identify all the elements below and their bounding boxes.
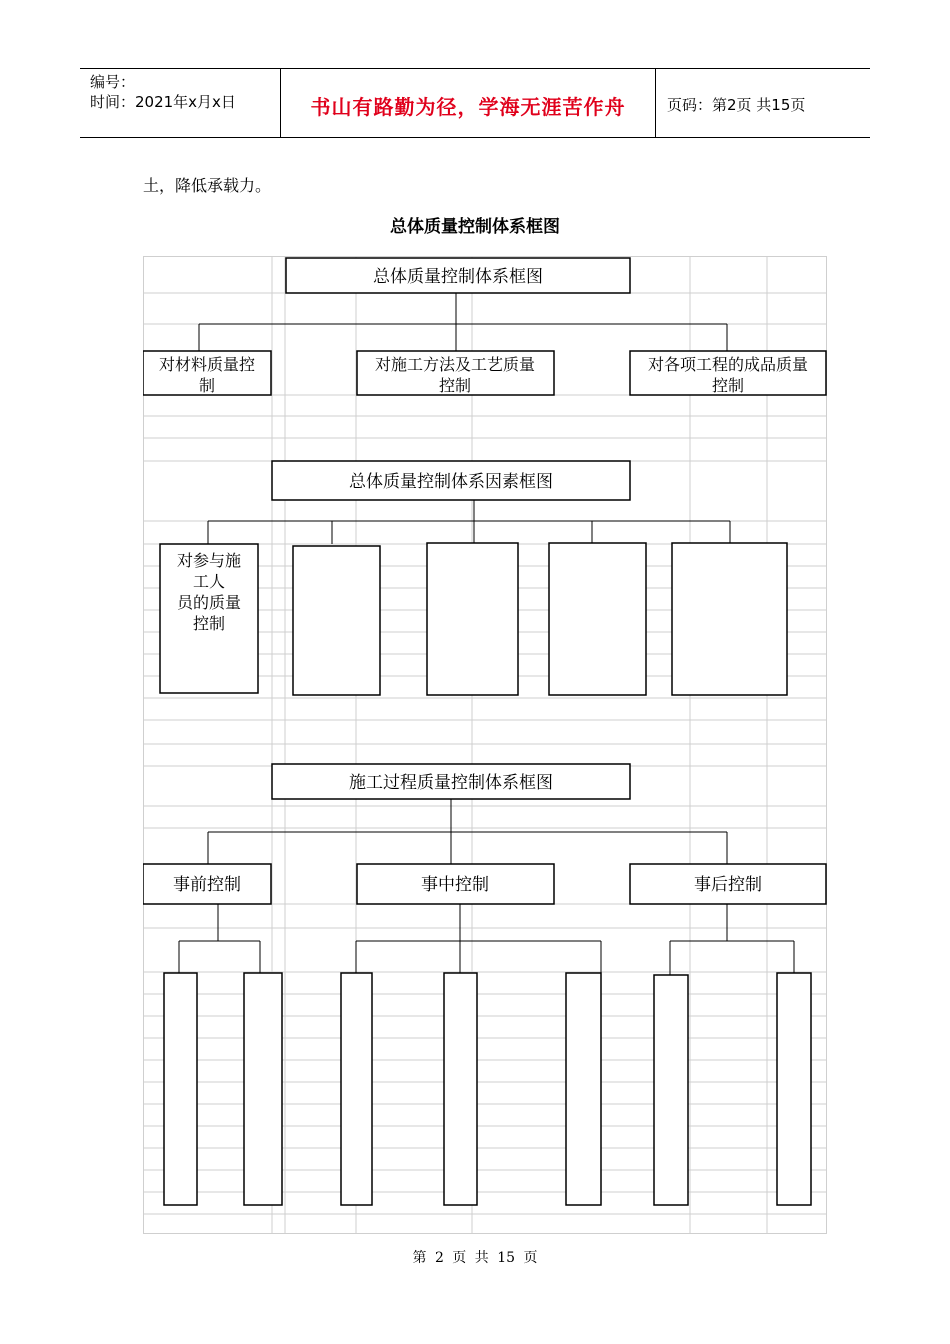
process-child-box (357, 864, 554, 904)
material-control-label: 对材料质量控制 (158, 355, 256, 395)
leaf-box (654, 975, 688, 1205)
leaf-box (341, 973, 372, 1205)
leaf-box (566, 973, 601, 1205)
top-child-box (630, 351, 826, 395)
header-motto-cell (280, 69, 656, 137)
post-control-label: 事后控制 (694, 875, 762, 895)
page-footer: 第 2 页 共 15 页 (412, 1250, 538, 1266)
top-child-box (143, 351, 271, 395)
personnel-control-label: 对参与施工人员的质量控制 (176, 551, 242, 633)
leaf-box (444, 973, 477, 1205)
factor-box-label: 总体质量控制体系因素框图 (349, 472, 553, 492)
figure-title: 总体质量控制体系框图 (390, 217, 560, 237)
leaf-box (244, 973, 282, 1205)
page-header (80, 68, 870, 138)
document-code-label: 编号： (90, 73, 136, 91)
leaf-box (777, 973, 811, 1205)
leaf-box (164, 973, 197, 1205)
in-process-control-label: 事中控制 (421, 875, 489, 895)
process-child-box (143, 864, 271, 904)
pre-control-label: 事前控制 (173, 875, 241, 895)
factor-child-box (427, 543, 518, 695)
top-level-box (286, 258, 630, 293)
method-control-label: 对施工方法及工艺质量控制 (374, 355, 536, 395)
header-page-cell (655, 69, 870, 137)
quality-control-diagram (143, 256, 827, 1234)
header-motto: 书山有路勤为径，学海无涯苦作舟 (310, 95, 626, 119)
document-date: 时间：2021年x月x日 (90, 93, 236, 111)
factor-child-box (160, 544, 258, 693)
body-paragraph: 土，降低承载力。 (143, 176, 272, 195)
factor-child-box (672, 543, 787, 695)
header-page-info: 页码：第2页 共15页 (667, 96, 806, 114)
product-control-label: 对各项工程的成品质量控制 (647, 355, 809, 395)
header-meta-cell (80, 69, 280, 137)
factor-child-box (293, 546, 380, 695)
process-child-box (630, 864, 826, 904)
factor-box (272, 461, 630, 500)
process-box (272, 764, 630, 799)
process-box-label: 施工过程质量控制体系框图 (349, 773, 553, 793)
top-child-box (357, 351, 554, 395)
top-box-label: 总体质量控制体系框图 (373, 267, 543, 287)
factor-child-box (549, 543, 646, 695)
